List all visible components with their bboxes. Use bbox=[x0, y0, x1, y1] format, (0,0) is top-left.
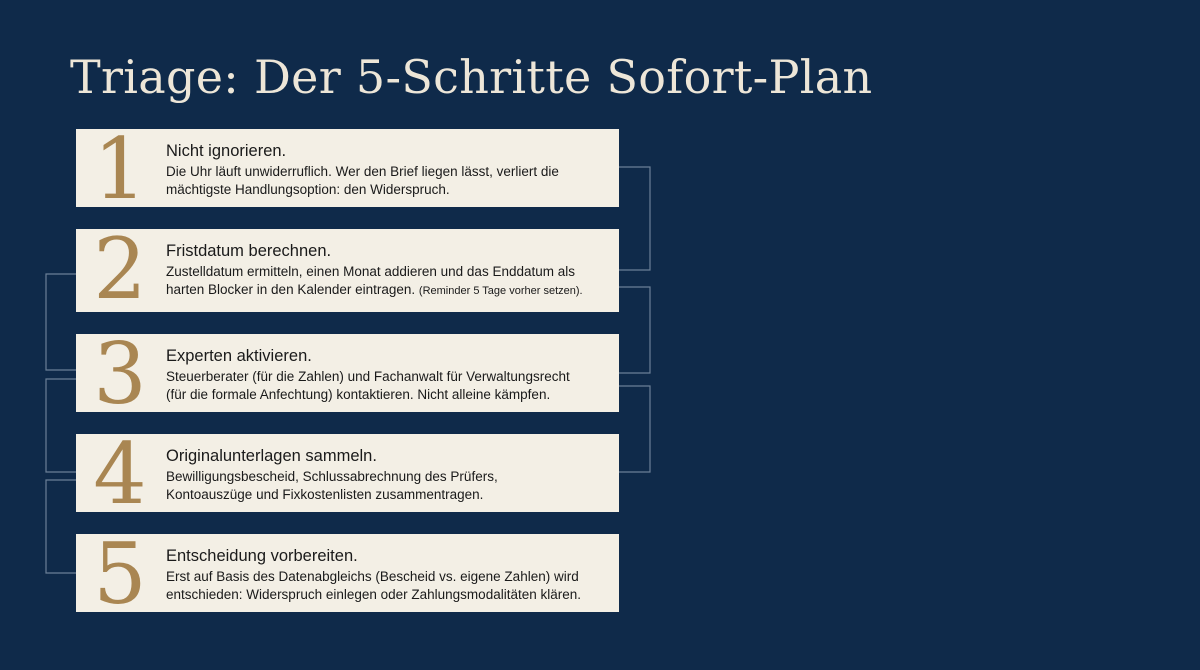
connector-5-left bbox=[46, 480, 76, 573]
step-card-2 bbox=[76, 220, 619, 318]
step-description: Steuerberater (für die Zahlen) und Fachanwalt für Verwaltungsrecht (für die formale Anfechtung) kontaktieren. Nicht alleine kämpfen. bbox=[166, 369, 570, 402]
step-note: (Reminder 5 Tage vorher setzen). bbox=[418, 285, 583, 297]
step-heading: Originalunterlagen sammeln. bbox=[166, 447, 377, 465]
step-card-5 bbox=[76, 525, 619, 623]
connector-4-right bbox=[619, 386, 650, 472]
step-heading: Experten aktivieren. bbox=[166, 347, 312, 365]
connector-3-4 bbox=[619, 287, 650, 373]
connector-2-3 bbox=[46, 274, 76, 370]
step-number: 1 bbox=[93, 120, 147, 218]
step-description: Die Uhr läuft unwiderruflich. Wer den Brief liegen lässt, verliert die mächtigste Handlungsoption: den Widerspruch. bbox=[166, 164, 559, 197]
step-card-1 bbox=[76, 120, 619, 218]
step-number: 3 bbox=[93, 325, 147, 423]
step-heading: Nicht ignorieren. bbox=[166, 142, 287, 160]
page-title: Triage: Der 5-Schritte Sofort-Plan bbox=[70, 50, 873, 104]
step-card-3 bbox=[76, 325, 619, 423]
step-description: Erst auf Basis des Datenabgleichs (Bescheid vs. eigene Zahlen) wird entschieden: Widerspruch einlegen oder Zahlungsmodalitäten klären. bbox=[166, 569, 581, 602]
step-number: 2 bbox=[93, 220, 147, 318]
step-number: 5 bbox=[93, 525, 147, 623]
step-description: Zustelldatum ermitteln, einen Monat addieren und das Enddatum als harten Blocker in den Kalender eintragen. (Reminder 5 Tage vorher setzen). bbox=[166, 264, 583, 297]
step-number: 4 bbox=[93, 425, 147, 523]
step-heading: Entscheidung vorbereiten. bbox=[166, 547, 358, 565]
connector-4-5 bbox=[46, 379, 76, 472]
step-card-4 bbox=[76, 425, 619, 523]
step-heading: Fristdatum berechnen. bbox=[166, 242, 332, 260]
step-description: Bewilligungsbescheid, Schlussabrechnung des Prüfers, Kontoauszüge und Fixkostenlisten zusammentragen. bbox=[166, 469, 498, 502]
connector-1-2 bbox=[619, 167, 650, 270]
